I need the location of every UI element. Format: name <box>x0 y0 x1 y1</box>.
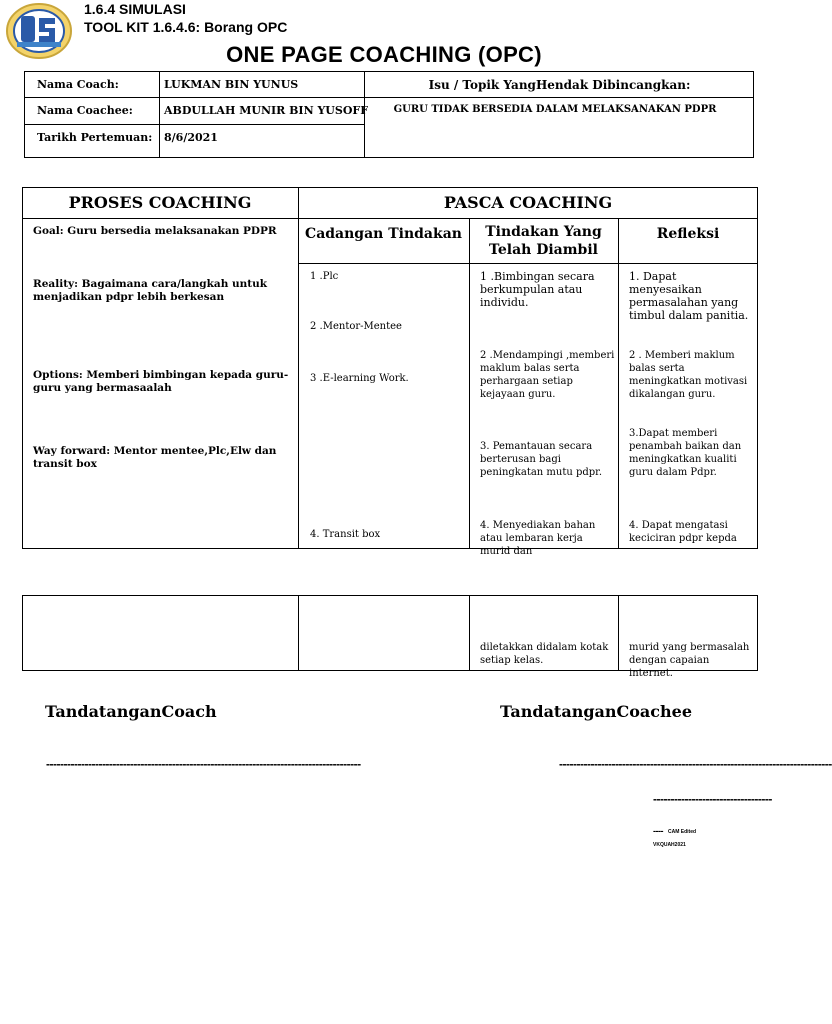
coach-name-label: Nama Coach: <box>37 78 119 91</box>
goal-text: Goal: Guru bersedia melaksanakan PDPR <box>33 225 277 237</box>
coachee-name-label: Nama Coachee: <box>37 104 133 117</box>
refleksi-item-1: 1. Dapat menyesaikan permasalahan yang timbul dalam panitia. <box>629 270 749 322</box>
cadangan-tindakan-header: Cadangan Tindakan <box>305 226 462 242</box>
tindakan-diambil-header-line2: Telah Diambil <box>489 242 598 258</box>
cadangan-item-3: 3 .E-learning Work. <box>310 373 409 384</box>
coachee-signature-line-short: ---------------------------------- <box>653 792 772 806</box>
way-forward-text: Way forward: Mentor mentee,Plc,Elw dan transit box <box>33 445 277 470</box>
cadangan-item-4: 4. Transit box <box>310 529 381 540</box>
cadangan-item-2: 2 .Mentor-Mentee <box>310 321 402 332</box>
refleksi-item-4-continued: murid yang bermasalah dengan capaian internet. <box>629 642 750 679</box>
edit-note-1: CAM Edited <box>668 829 697 835</box>
reality-text: Reality: Bagaimana cara/langkah untuk menjadikan pdpr lebih berkesan <box>33 278 268 303</box>
tindakan-item-1: 1 .Bimbingan secara berkumpulan atau individu. <box>480 270 595 309</box>
cadangan-item-1: 1 .Plc <box>310 271 339 282</box>
coachee-signature-label: TandatanganCoachee <box>500 702 693 721</box>
refleksi-header: Refleksi <box>656 226 720 242</box>
page-title: ONE PAGE COACHING (OPC) <box>226 42 542 67</box>
refleksi-item-3: 3.Dapat memberi penambah baikan dan meningkatkan kualiti guru dalam Pdpr. <box>629 428 742 478</box>
meeting-date-value: 8/6/2021 <box>164 131 218 144</box>
meeting-date-label: Tarikh Pertemuan: <box>37 131 153 144</box>
simulation-label: 1.6.4 SIMULASI <box>84 1 186 17</box>
pasca-coaching-heading: PASCA COACHING <box>443 193 613 212</box>
tindakan-diambil-header-line1: Tindakan Yang <box>485 224 602 240</box>
proses-coaching-heading: PROSES COACHING <box>68 193 252 212</box>
options-text: Options: Memberi bimbingan kepada guru-guru yang bermasaalah <box>33 369 289 394</box>
refleksi-item-2: 2 . Memberi maklum balas serta meningkatkan motivasi dikalangan guru. <box>629 350 748 400</box>
coachee-signature-line: ------------------------------------------------------------------------------ <box>559 757 832 771</box>
coach-signature-label: TandatanganCoach <box>45 702 217 721</box>
tindakan-item-4-continued: diletakkan didalam kotak setiap kelas. <box>480 642 609 666</box>
refleksi-item-4: 4. Dapat mengatasi keciciran pdpr kepda <box>629 520 737 544</box>
issue-topic-value: GURU TIDAK BERSEDIA DALAM MELAKSANAKAN PDPR <box>393 104 717 115</box>
tindakan-item-2: 2 .Mendampingi ,memberi maklum balas serta perhargaan setiap kejayaan guru. <box>480 350 615 400</box>
issue-topic-label: Isu / Topik YangHendak Dibincangkan: <box>428 78 691 92</box>
coachee-name-value: ABDULLAH MUNIR BIN YUSOFF <box>164 104 369 117</box>
coach-signature-line: ------------------------------------------------------------------------------------------ <box>46 757 361 771</box>
tindakan-item-4: 4. Menyediakan bahan atau lembaran kerja murid dan <box>480 520 596 557</box>
toolkit-label: TOOL KIT 1.6.4.6: Borang OPC <box>84 19 288 35</box>
coach-name-value: LUKMAN BIN YUNUS <box>164 78 299 91</box>
edit-mark: ---- <box>653 826 663 836</box>
tindakan-item-3: 3. Pemantauan secara berterusan bagi peningkatan mutu pdpr. <box>480 441 603 478</box>
edit-note-2: VKQUAH2021 <box>653 842 686 848</box>
